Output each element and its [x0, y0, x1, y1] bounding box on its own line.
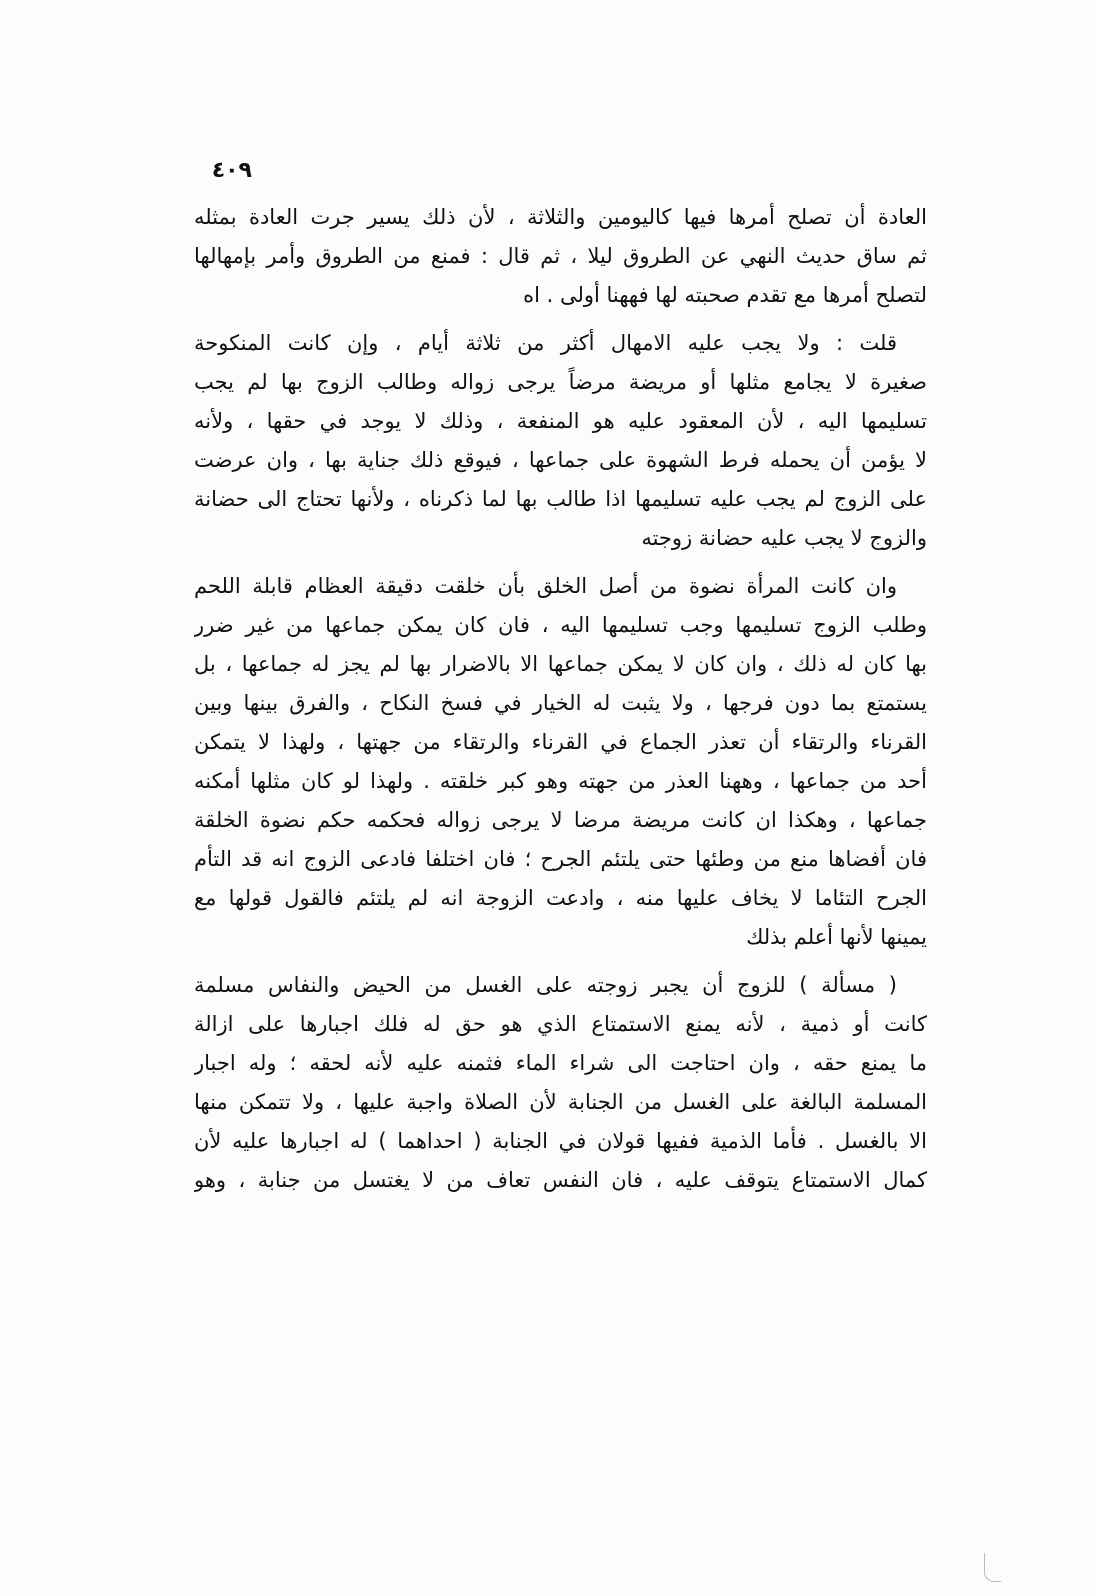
text-line: قلت : ولا يجب عليه الامهال أكثر من ثلاثة أيام ، وإن كانت المنكوحة: [194, 331, 897, 355]
paragraph-gap: [194, 558, 927, 567]
text-line: تسليمها اليه ، لأن المعقود عليه هو المنفعة ، وذلك لا يوجد في حقها ، ولأنه: [194, 409, 927, 433]
page-number: ٤٠٩: [211, 158, 252, 183]
text-line: والزوج لا يجب عليه حضانة زوجته: [641, 526, 927, 550]
scan-mark: [984, 1553, 1001, 1582]
text-line: على الزوج لم يجب عليه تسليمها اذا طالب بها لما ذكرناه ، ولأنها تحتاج الى حضانة: [194, 487, 927, 511]
text-line: المسلمة البالغة على الغسل من الجنابة لأن الصلاة واجبة عليها ، ولا تتمكن منها: [194, 1090, 927, 1114]
text-line: العادة أن تصلح أمرها فيها كاليومين والثلاثة ، لأن ذلك يسير جرت العادة بمثله: [194, 205, 927, 229]
text-line: الا بالغسل . فأما الذمية ففيها قولان في الجنابة ( احداهما ) له اجبارها عليه لأن: [194, 1129, 927, 1153]
text-line: لا يؤمن أن يحمله فرط الشهوة على جماعها ، فيوقع ذلك جناية بها ، وان عرضت: [194, 448, 927, 472]
text-line: فان أفضاها منع من وطئها حتى يلتئم الجرح ؛ فان اختلفا فادعى الزوج انه قد التأم: [194, 847, 927, 871]
text-line: يستمتع بما دون فرجها ، ولا يثبت له الخيار في فسخ النكاح ، والفرق بينها وبين: [194, 691, 927, 715]
text-line: بها كان له ذلك ، وان كان لا يمكن جماعها الا بالاضرار بها لم يجز له جماعها ، بل: [194, 652, 927, 676]
body-text: [194, 198, 927, 1200]
text-line: ما يمنع حقه ، وان احتاجت الى شراء الماء فثمنه عليه لأنه لحقه ؛ وله اجبار: [194, 1051, 927, 1075]
text-line: كانت أو ذمية ، لأنه يمنع الاستمتاع الذي هو حق له فلك اجبارها على ازالة: [194, 1012, 927, 1036]
text-line: كمال الاستمتاع يتوقف عليه ، فان النفس تعاف من لا يغتسل من جنابة ، وهو: [194, 1168, 927, 1192]
text-line: أحد من جماعها ، وههنا العذر من جهته وهو كبر خلقته . ولهذا لو كان مثلها أمكنه: [194, 769, 927, 793]
text-line: الجرح التئاما لا يخاف عليها منه ، وادعت الزوجة انه لم يلتئم فالقول قولها مع: [194, 886, 927, 910]
text-line: ( مسألة ) للزوج أن يجبر زوجته على الغسل من الحيض والنفاس مسلمة: [194, 973, 897, 997]
text-line: وان كانت المرأة نضوة من أصل الخلق بأن خلقت دقيقة العظام قابلة اللحم: [194, 574, 897, 598]
text-line: يمينها لأنها أعلم بذلك: [746, 925, 927, 949]
text-line: صغيرة لا يجامع مثلها أو مريضة مرضاً يرجى زواله وطالب الزوج بها لم يجب: [194, 370, 927, 394]
text-line: وطلب الزوج تسليمها وجب تسليمها اليه ، فان كان يمكن جماعها من غير ضرر: [194, 613, 927, 637]
paragraph-gap: [194, 957, 927, 966]
text-line: لتصلح أمرها مع تقدم صحبته لها فههنا أولى . اه: [523, 283, 927, 307]
paragraph-gap: [194, 315, 927, 324]
text-line: ثم ساق حديث النهي عن الطروق ليلا ، ثم قال : فمنع من الطروق وأمر بإمهالها: [194, 244, 927, 268]
text-line: القرناء والرتقاء أن تعذر الجماع في القرناء والرتقاء من جهتها ، ولهذا لا يتمكن: [194, 730, 927, 754]
text-line: جماعها ، وهكذا ان كانت مريضة مرضا لا يرجى زواله فحكمه حكم نضوة الخلقة: [194, 808, 927, 832]
